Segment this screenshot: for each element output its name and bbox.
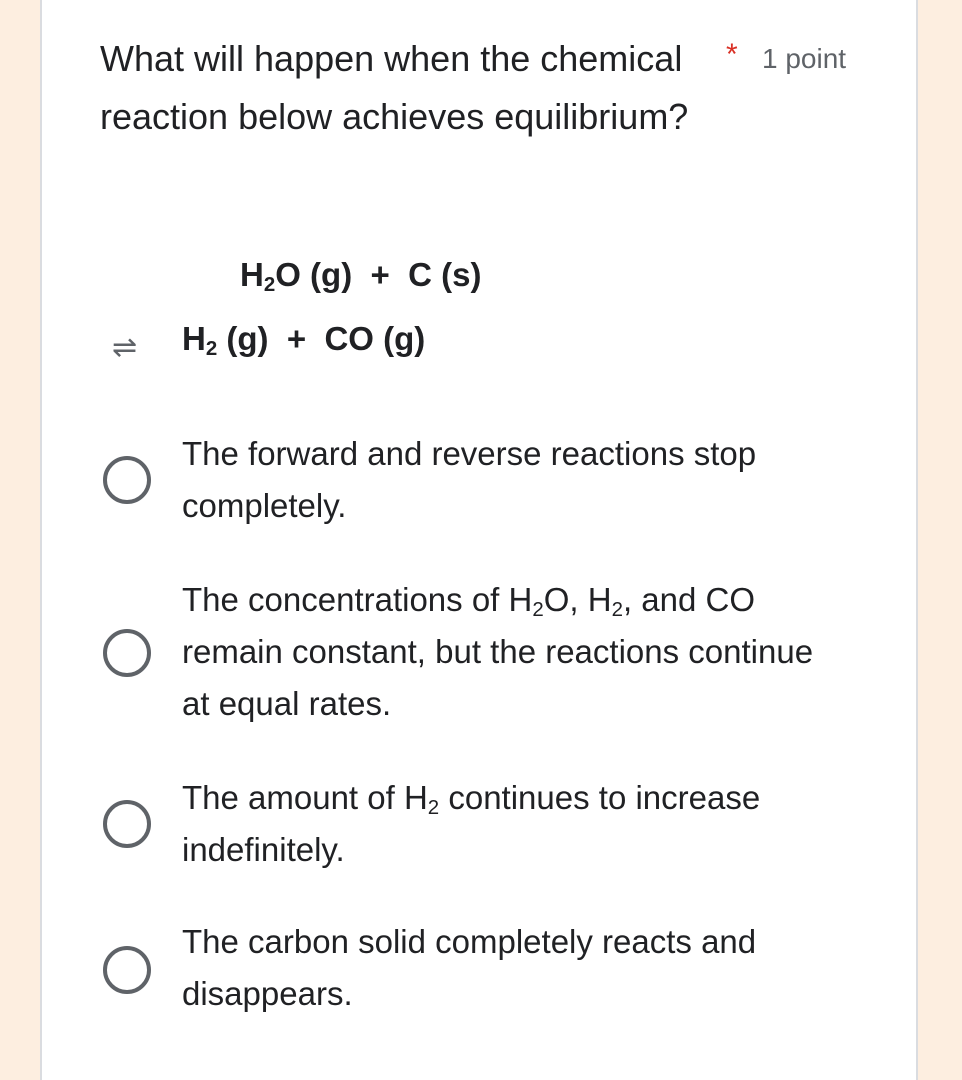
eq-text: H <box>240 256 264 293</box>
option-text: The carbon solid completely reacts and disappears. <box>182 923 757 1012</box>
question-title: What will happen when the chemical reaction below achieves equilibrium? <box>100 38 689 137</box>
eq-sub: 2 <box>263 273 276 297</box>
option-text: The amount of H <box>182 779 428 816</box>
option-text: O, H <box>543 581 612 618</box>
option-label <box>182 574 842 730</box>
eq-text: O (g) + C (s) <box>275 256 482 293</box>
option-text: , and CO remain constant, but the reactions continue at equal rates. <box>182 581 814 722</box>
eq-text: H <box>182 320 206 357</box>
points-label: 1 point <box>762 43 847 74</box>
subscript: 2 <box>611 598 623 622</box>
radio-button[interactable] <box>103 629 151 677</box>
subscript: 2 <box>532 598 544 622</box>
equation-products <box>182 320 426 361</box>
eq-sub: 2 <box>205 337 218 361</box>
radio-button[interactable] <box>103 946 151 994</box>
option-text: continues to increase indefinitely. <box>182 779 761 868</box>
option-text: The concentrations of H <box>182 581 533 618</box>
option-label <box>182 772 842 876</box>
equation-reactants <box>240 256 482 297</box>
radio-button[interactable] <box>103 800 151 848</box>
eq-text: (g) + CO (g) <box>217 320 426 357</box>
equilibrium-arrow-icon: ⇌ <box>112 331 138 364</box>
radio-button[interactable] <box>103 456 151 504</box>
option-label <box>182 916 842 1020</box>
required-asterisk: * <box>726 38 738 71</box>
option-text: The forward and reverse reactions stop completely. <box>182 435 757 524</box>
option-label <box>182 428 842 532</box>
subscript: 2 <box>427 796 440 820</box>
